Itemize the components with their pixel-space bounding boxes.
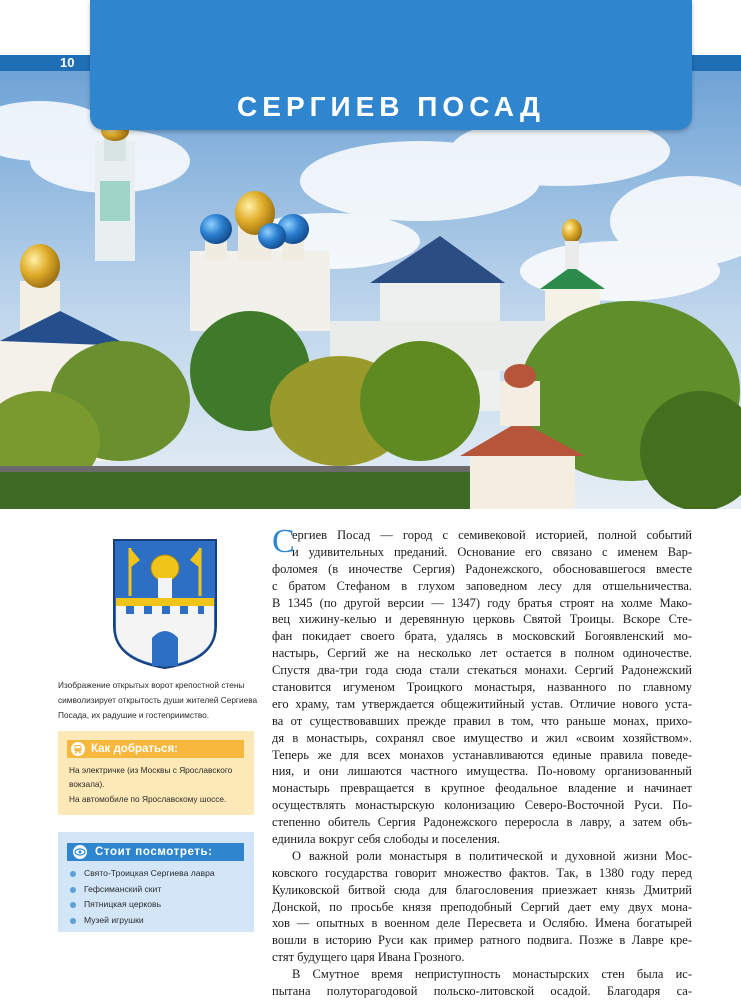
- text-line: с братом Стефаном в глухом заповедном лесу для отшельничества.: [272, 578, 692, 593]
- how-to-get-header: [67, 740, 244, 758]
- list-item: Гефсиманский скит: [70, 882, 250, 898]
- text-line: и удивительных преданий. Основание его связано с именем Вар-: [292, 544, 692, 559]
- text-line: становится игуменом Троицкого монастыря, названного по главному: [272, 680, 692, 695]
- text-line: ния, и они лишаются частного имущества. По-новому организованный: [272, 764, 692, 779]
- text-line: Спустя два-три года сюда стали стекаться монахи. Сергий Радонежский: [272, 663, 692, 678]
- text-line: Теперь же для всех монахов устанавливаются единые правила поведе-: [272, 747, 692, 762]
- text-line: настырь, Сергий же на несколько лет остается в полном одиночестве.: [272, 646, 692, 661]
- bus-icon: [71, 742, 85, 756]
- coat-caption: Изображение открытых ворот крепостной стены символизирует открытость души жителей Сергиева Посада, их радушие и гостеприимство.: [58, 680, 258, 720]
- text-line: фан покидает своего брата, удалясь в московский Богоявленский мо-: [272, 629, 692, 644]
- text-line: вец хижину-келью и деревянную церковь Святой Троицы. Вскоре Сте-: [272, 612, 692, 627]
- text-line: его храму, там утверждается общежитийный устав. Отличие нового уста-: [272, 696, 692, 711]
- text-line: пытана полуторагодовой польско-литовской осадой. Благодаря са-: [272, 984, 692, 999]
- eye-icon: [73, 845, 87, 859]
- text-line: ковского государства говорит множество фактов. Так, в 1380 году перед: [272, 865, 692, 880]
- text-line: осуществлять монастырскую колонизацию Северо-Восточной Руси. По-: [272, 798, 692, 813]
- text-line: О важной роли монастыря в политической и духовной жизни Мос-: [292, 848, 692, 863]
- text-line: ергиев Посад — город с семивековой историей, полной событий: [292, 528, 692, 542]
- drop-cap: С: [272, 523, 295, 560]
- article-text: [272, 527, 692, 1000]
- text-line: ва от существовавших прежде правил в том, что раньше монах, прихо-: [272, 713, 692, 728]
- text-line: В Смутное время неприступность монастырских стен была ис-: [292, 967, 692, 982]
- text-line: Донской, по просьбе князя преподобный Сергий дает ему двух мона-: [272, 899, 692, 914]
- text-line: дя в монастырь, сохранял свое имущество и жил «своим хозяйством».: [272, 730, 692, 745]
- page-number: 10: [50, 55, 84, 71]
- text-line: Куликовской битвой сюда для благословения приезжает князь Дмитрий: [272, 882, 692, 897]
- how-to-get-title: Как добраться:: [91, 743, 178, 755]
- monastery-photo: [0, 71, 741, 509]
- sights-list: [70, 866, 250, 928]
- how-to-get-line: На электричке (из Москвы с Ярославского: [69, 765, 233, 775]
- text-line: степенно обитель Сергия Радонежского переросла в лавру, а затем объ-: [272, 815, 692, 830]
- how-to-get-line: вокзала).: [69, 779, 105, 789]
- title-box: [90, 0, 692, 130]
- coat-of-arms: [112, 538, 218, 670]
- text-line: вошли в историю Руси как пример ратного подвига. Позже в Лавре кре-: [272, 933, 692, 948]
- sights-title: Стоит посмотреть:: [95, 846, 213, 858]
- page-title: СЕРГИЕВ ПОСАД: [237, 91, 545, 122]
- sights-header: [67, 843, 244, 861]
- text-line: хов — опытных в военном деле Пересвета и Ослябю. Имена богатырей: [272, 916, 692, 931]
- text-line: В 1345 (по другой версии — 1347) году братья строят на холме Мако-: [272, 595, 692, 610]
- text-line: фоломея (в иночестве Сергия) Радонежского, обосновавшегося вместе: [272, 561, 692, 576]
- text-line: единила вокруг себя слободы и поселения.: [272, 832, 501, 847]
- how-to-get-line: На автомобиле по Ярославскому шоссе.: [69, 794, 227, 804]
- list-item: Музей игрушки: [70, 913, 250, 929]
- list-item: Свято-Троицкая Сергиева лавра: [70, 866, 250, 882]
- text-line: монастырь превращается в крупное феодальное владение и начинает: [272, 781, 692, 796]
- how-to-get-box: [58, 731, 254, 815]
- list-item: Пятницкая церковь: [70, 897, 250, 913]
- sights-box: [58, 832, 254, 932]
- text-line: стят будущего царя Ивана Грозного.: [272, 950, 465, 965]
